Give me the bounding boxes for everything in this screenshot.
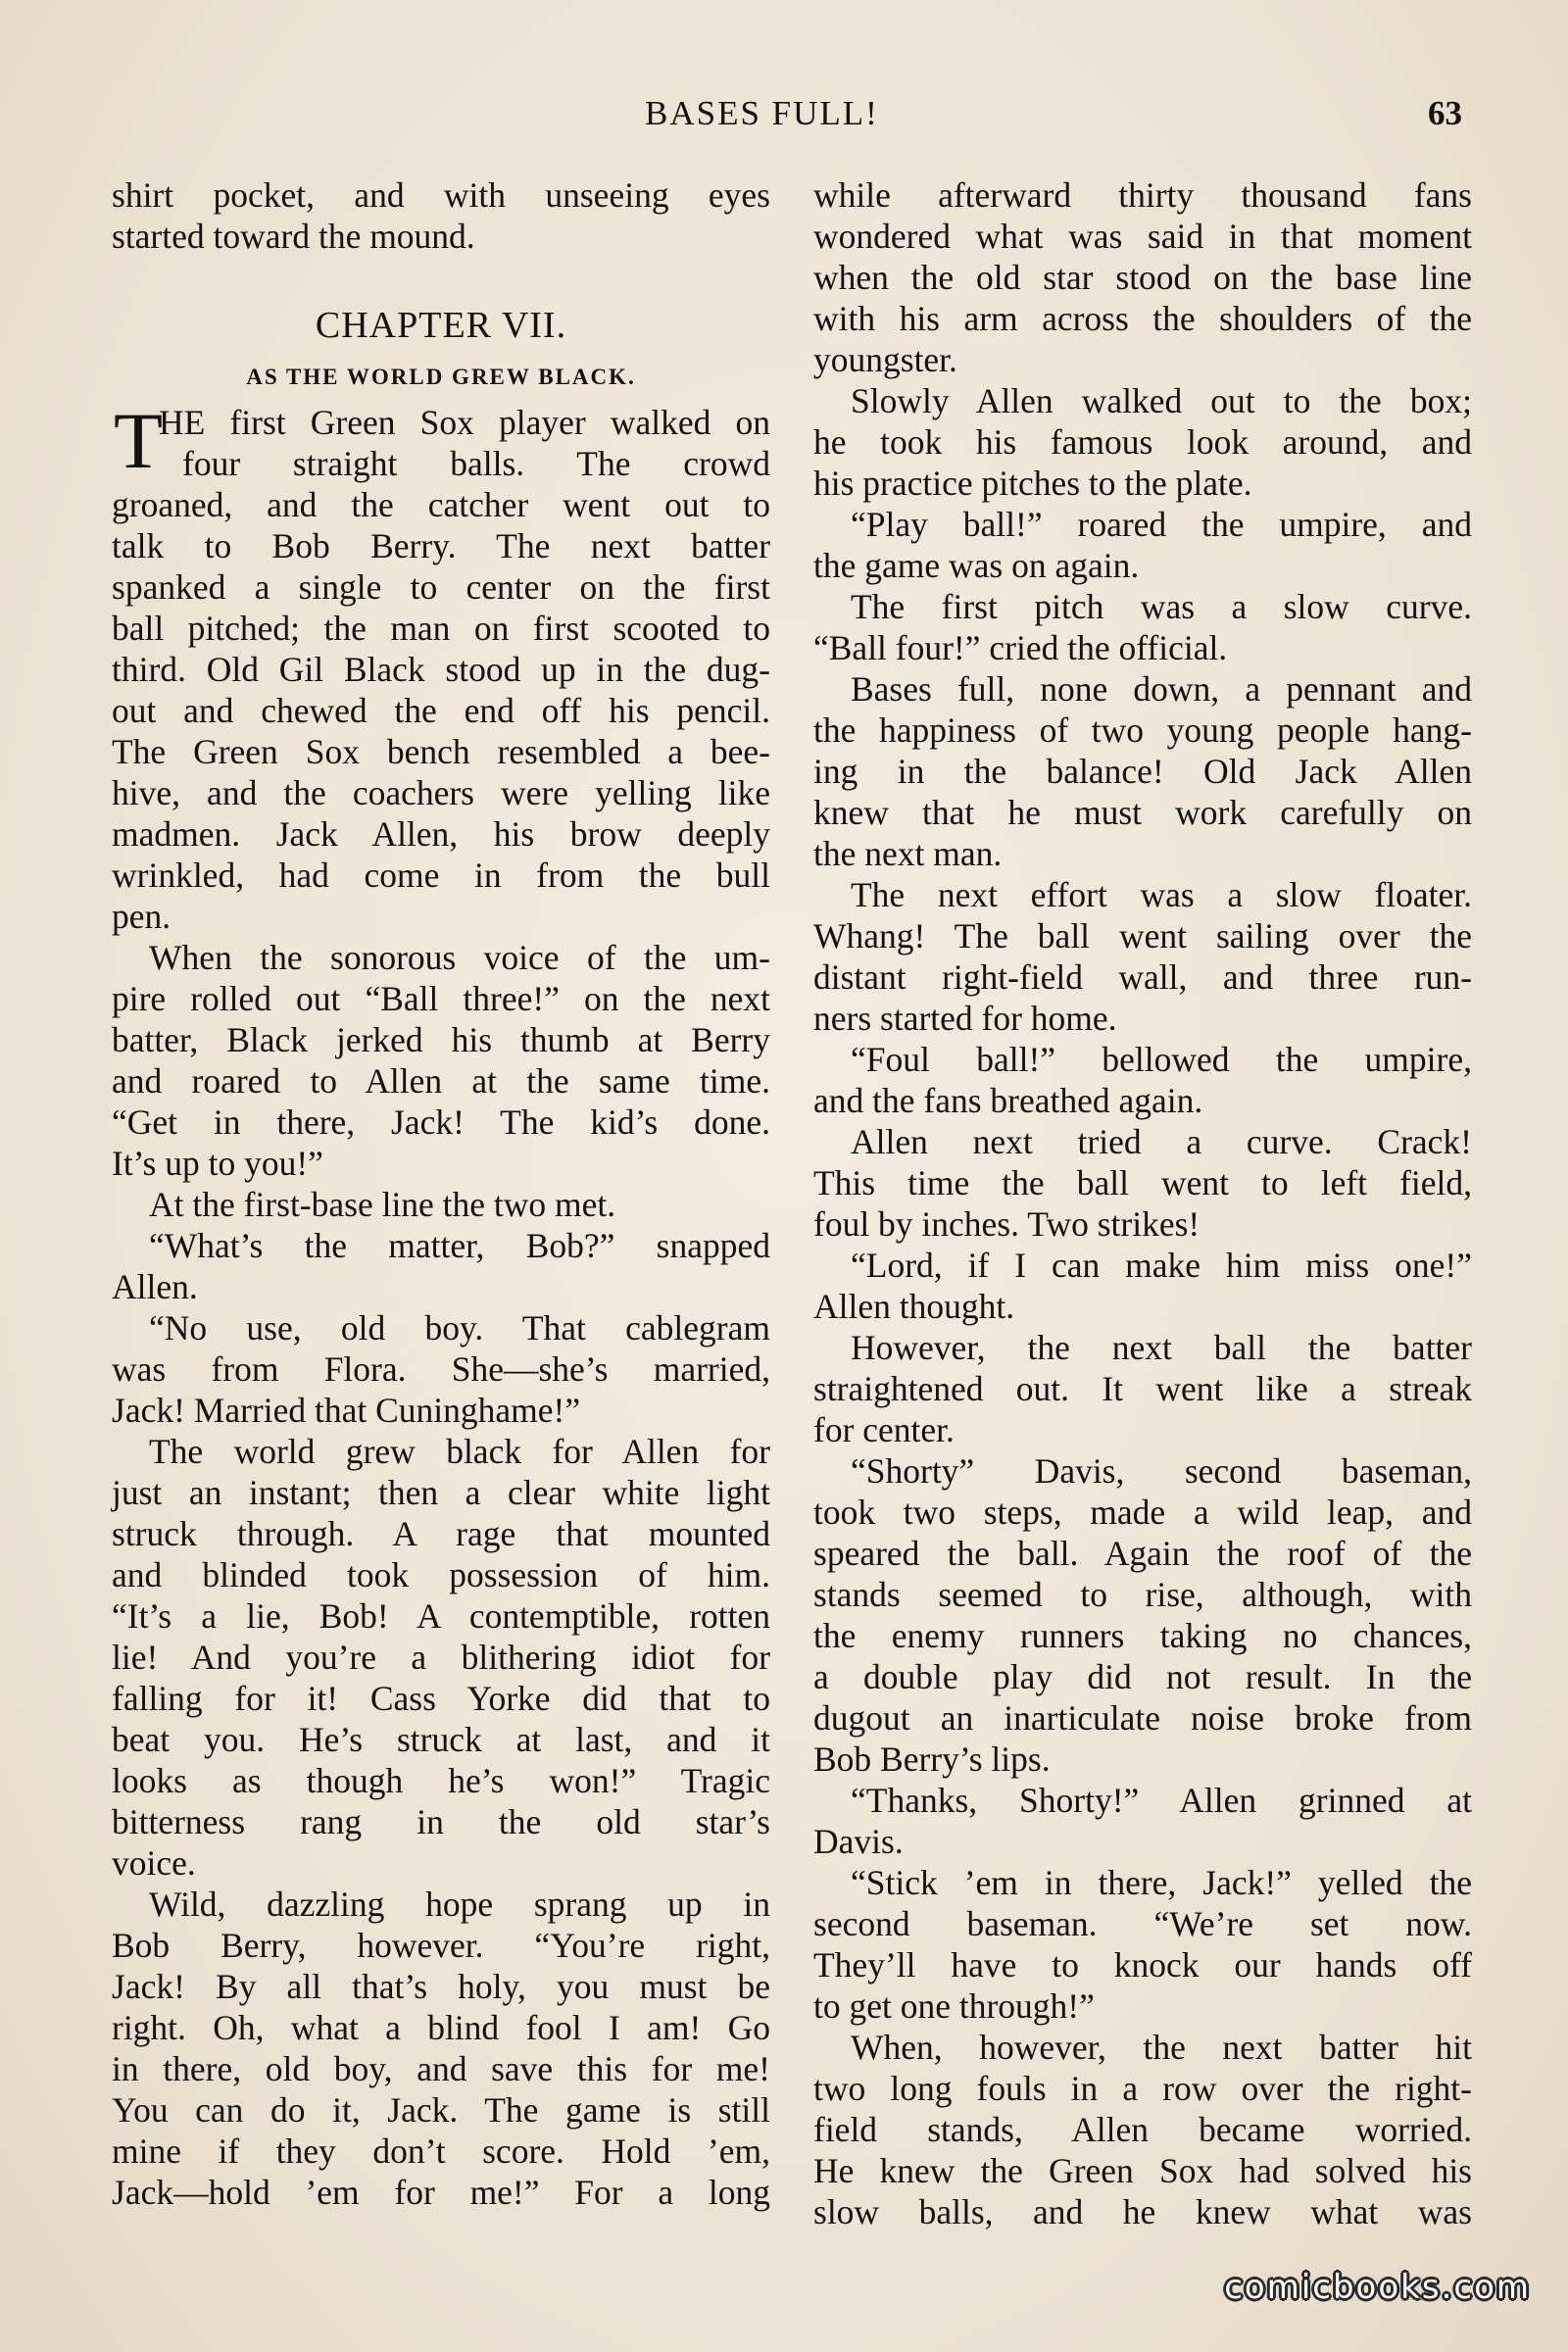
text-line: third. Old Gil Black stood up in the dug- (112, 650, 770, 689)
text-line: The Green Sox bench resembled a bee- (112, 732, 770, 771)
text-line: wrinkled, had come in from the bull (112, 856, 770, 895)
text-line: spanked a single to center on the first (112, 567, 770, 607)
text-line: You can do it, Jack. The game is still (112, 2090, 770, 2130)
site-watermark: comicbooks.com (1224, 2268, 1531, 2307)
text-line: Whang! The ball went sailing over the (813, 916, 1472, 956)
page-number: 63 (1428, 94, 1462, 132)
text-line: “Foul ball!” bellowed the umpire, (851, 1040, 1472, 1079)
text-line: the happiness of two young people hang- (813, 710, 1472, 750)
text-line: stands seemed to rise, although, with (813, 1575, 1472, 1614)
opening-paragraph (112, 396, 770, 485)
text-line: “Thanks, Shorty!” Allen grinned at (851, 1781, 1472, 1820)
text-line: “Play ball!” roared the umpire, and (851, 505, 1472, 544)
text-line: out and chewed the end off his pencil. (112, 691, 770, 730)
text-line: “Ball four!” cried the official. (813, 628, 1228, 667)
text-line: “Get in there, Jack! The kid’s done. (112, 1102, 770, 1142)
text-line: slow balls, and he knew what was (813, 2192, 1472, 2231)
text-line: Jack! By all that’s holy, you must be (112, 1967, 770, 2006)
text-line: beat you. He’s struck at last, and it (112, 1720, 770, 1759)
chapter-heading: CHAPTER VII. (315, 305, 567, 346)
text-line: ing in the balance! Old Jack Allen (813, 752, 1472, 791)
text-line: Wild, dazzling hope sprang up in (149, 1885, 770, 1924)
text-line: when the old star stood on the base line (813, 258, 1472, 297)
text-line: pen. (112, 897, 172, 936)
text-line: field stands, Allen became worried. (813, 2110, 1472, 2149)
drop-cap: T (114, 396, 164, 485)
text-line: Bob Berry, however. “You’re right, (112, 1926, 770, 1965)
text-line: took two steps, made a wild leap, and (813, 1493, 1472, 1532)
text-line: to get one through!” (813, 1986, 1095, 2026)
text-line: Bob Berry’s lips. (813, 1740, 1051, 1779)
text-line: groaned, and the catcher went out to (112, 485, 770, 524)
text-line: just an instant; then a clear white light (112, 1473, 770, 1512)
text-line: Davis. (813, 1822, 904, 1861)
text-line: The first pitch was a slow curve. (851, 587, 1472, 626)
text-line: and blinded took possession of him. (112, 1555, 770, 1594)
right-column (813, 174, 1472, 2232)
text-line: He knew the Green Sox had solved his (813, 2151, 1472, 2190)
text-line: Bases full, none down, a pennant and (851, 669, 1472, 709)
text-line: falling for it! Cass Yorke did that to (112, 1679, 770, 1718)
text-line: ball pitched; the man on first scooted to (112, 609, 770, 648)
text-line: and the fans breathed again. (813, 1081, 1203, 1120)
text-line: The world grew black for Allen for (149, 1432, 770, 1471)
text-line: youngster. (813, 340, 957, 379)
text-line: the next man. (813, 834, 1003, 873)
text-line: Allen next tried a curve. Crack! (851, 1122, 1472, 1161)
text-line: “No use, old boy. That cablegram (149, 1308, 770, 1348)
text-line: for center. (813, 1410, 955, 1449)
text-line: It’s up to you!” (112, 1144, 323, 1183)
text-line: Allen thought. (813, 1287, 1015, 1326)
text-line: a double play did not result. In the (813, 1657, 1472, 1696)
text-line: struck through. A rage that mounted (112, 1514, 770, 1553)
text-line: talk to Bob Berry. The next batter (112, 526, 770, 565)
text-line: “What’s the matter, Bob?” snapped (149, 1226, 770, 1265)
text-line: batter, Black jerked his thumb at Berry (112, 1020, 770, 1059)
text-line: madmen. Jack Allen, his brow deeply (112, 814, 770, 854)
text-line: right. Oh, what a blind fool I am! Go (112, 2008, 770, 2047)
text-line: straightened out. It went like a streak (813, 1369, 1472, 1408)
text-line: started toward the mound. (112, 217, 475, 256)
text-line: his practice pitches to the plate. (813, 464, 1252, 503)
text-line: “Lord, if I can make him miss one!” (851, 1246, 1472, 1285)
text-line: in there, old boy, and save this for me! (112, 2049, 770, 2088)
text-line: lie! And you’re a blithering idiot for (112, 1638, 770, 1677)
text-line: “Shorty” Davis, second baseman, (851, 1451, 1472, 1491)
text-line: voice. (112, 1843, 196, 1883)
text-line: dugout an inarticulate noise broke from (813, 1698, 1472, 1738)
text-line: knew that he must work carefully on (813, 793, 1472, 832)
text-line: However, the next ball the batter (851, 1328, 1472, 1367)
text-line: while afterward thirty thousand fans (813, 175, 1472, 215)
text-line: looks as though he’s won!” Tragic (112, 1761, 770, 1800)
text-line: the game was on again. (813, 546, 1140, 585)
text-line: distant right-field wall, and three run- (813, 957, 1472, 997)
text-line: “Stick ’em in there, Jack!” yelled the (851, 1863, 1472, 1902)
text-line: Jack! Married that Cuninghame!” (112, 1391, 581, 1430)
text-line: At the first-base line the two met. (149, 1185, 616, 1224)
text-line: “It’s a lie, Bob! A contemptible, rotten (112, 1596, 770, 1636)
text-line: mine if they don’t score. Hold ’em, (112, 2132, 770, 2171)
text-line: and roared to Allen at the same time. (112, 1061, 770, 1101)
chapter-subtitle: AS THE WORLD GREW BLACK. (246, 365, 636, 389)
text-line: he took his famous look around, and (813, 422, 1472, 462)
running-title: BASES FULL! (645, 94, 879, 132)
running-head (0, 94, 1568, 153)
text-line: was from Flora. She—she’s married, (112, 1349, 770, 1389)
text-line: When the sonorous voice of the um- (149, 938, 770, 977)
text-line: Allen. (112, 1267, 198, 1306)
text-line: hive, and the coachers were yelling like (112, 773, 770, 812)
text-line: ners started for home. (813, 999, 1117, 1038)
text-line: speared the ball. Again the roof of the (813, 1534, 1472, 1573)
text-line: They’ll have to knock our hands off (813, 1945, 1472, 1984)
text-line: the enemy runners taking no chances, (813, 1616, 1472, 1655)
text-line: When, however, the next batter hit (851, 2028, 1472, 2067)
text-line: second baseman. “We’re set now. (813, 1904, 1472, 1943)
text-line: This time the ball went to left field, (813, 1163, 1472, 1202)
text-line: four straight balls. The crowd (182, 444, 770, 483)
text-line: with his arm across the shoulders of the (813, 299, 1472, 338)
text-line: foul by inches. Two strikes! (813, 1204, 1200, 1244)
text-line: Jack—hold ’em for me!” For a long (112, 2173, 770, 2212)
text-line: pire rolled out “Ball three!” on the next (112, 979, 770, 1018)
text-line: Slowly Allen walked out to the box; (851, 381, 1472, 420)
text-line: HE first Green Sox player walked on (159, 403, 770, 442)
text-line: bitterness rang in the old star’s (112, 1802, 770, 1841)
text-line: wondered what was said in that moment (813, 217, 1472, 256)
left-column (112, 174, 770, 2213)
text-line: The next effort was a slow floater. (851, 875, 1472, 914)
text-line: shirt pocket, and with unseeing eyes (112, 175, 770, 215)
text-line: two long fouls in a row over the right- (813, 2069, 1472, 2108)
